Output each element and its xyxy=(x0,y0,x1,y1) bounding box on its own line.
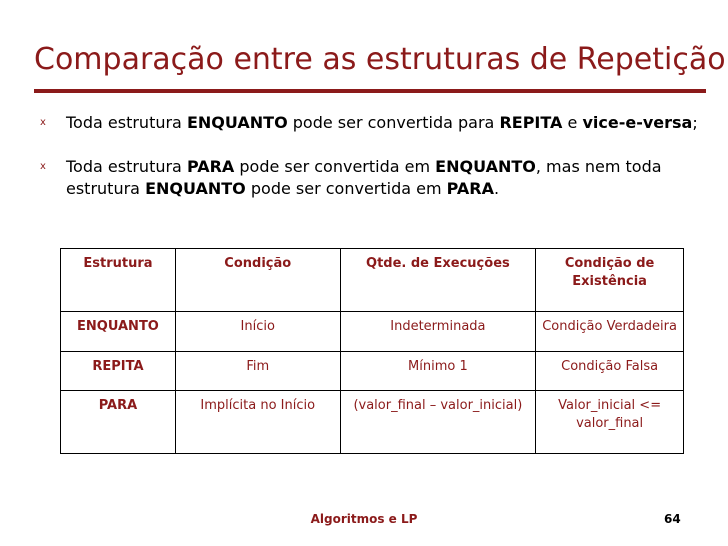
table-cell: Indeterminada xyxy=(340,311,536,351)
table-cell: Valor_inicial <= valor_final xyxy=(536,391,684,454)
table-cell: Condição Verdadeira xyxy=(536,311,684,351)
bullet-text: Toda estrutura PARA pode ser convertida em ENQUANTO, mas nem toda estrutura ENQUANTO pode ser convertida em PARA. xyxy=(66,157,662,198)
footer-course-name: Algoritmos e LP xyxy=(310,512,418,526)
table-cell: Início xyxy=(175,311,340,351)
footer-page-number: 64 xyxy=(664,512,681,526)
table-cell: Implícita no Início xyxy=(175,391,340,454)
table-row xyxy=(61,391,684,454)
table-header-cell: Condição de Existência xyxy=(536,249,684,312)
slide-title: Comparação entre as estruturas de Repetição xyxy=(34,42,726,77)
table-header-cell: Qtde. de Execuções xyxy=(340,249,536,312)
bullet-item xyxy=(38,156,698,200)
table-header-cell: Estrutura xyxy=(61,249,176,312)
table-cell: Fim xyxy=(175,351,340,391)
bullet-text: Toda estrutura ENQUANTO pode ser convertida para REPITA e vice-e-versa; xyxy=(66,113,698,132)
table-header-row xyxy=(61,249,684,312)
bullet-list xyxy=(38,112,698,222)
table-cell: ENQUANTO xyxy=(61,311,176,351)
table-row xyxy=(61,311,684,351)
table-header-cell: Condição xyxy=(175,249,340,312)
table-cell: PARA xyxy=(61,391,176,454)
table-cell: (valor_final – valor_inicial) xyxy=(340,391,536,454)
table-cell: REPITA xyxy=(61,351,176,391)
table-cell: Mínimo 1 xyxy=(340,351,536,391)
bullet-x-icon: x xyxy=(40,161,46,172)
bullet-x-icon: x xyxy=(40,117,46,128)
table-row xyxy=(61,351,684,391)
comparison-table xyxy=(60,248,684,454)
table-cell: Condição Falsa xyxy=(536,351,684,391)
bullet-item xyxy=(38,112,698,134)
title-divider xyxy=(34,89,706,93)
